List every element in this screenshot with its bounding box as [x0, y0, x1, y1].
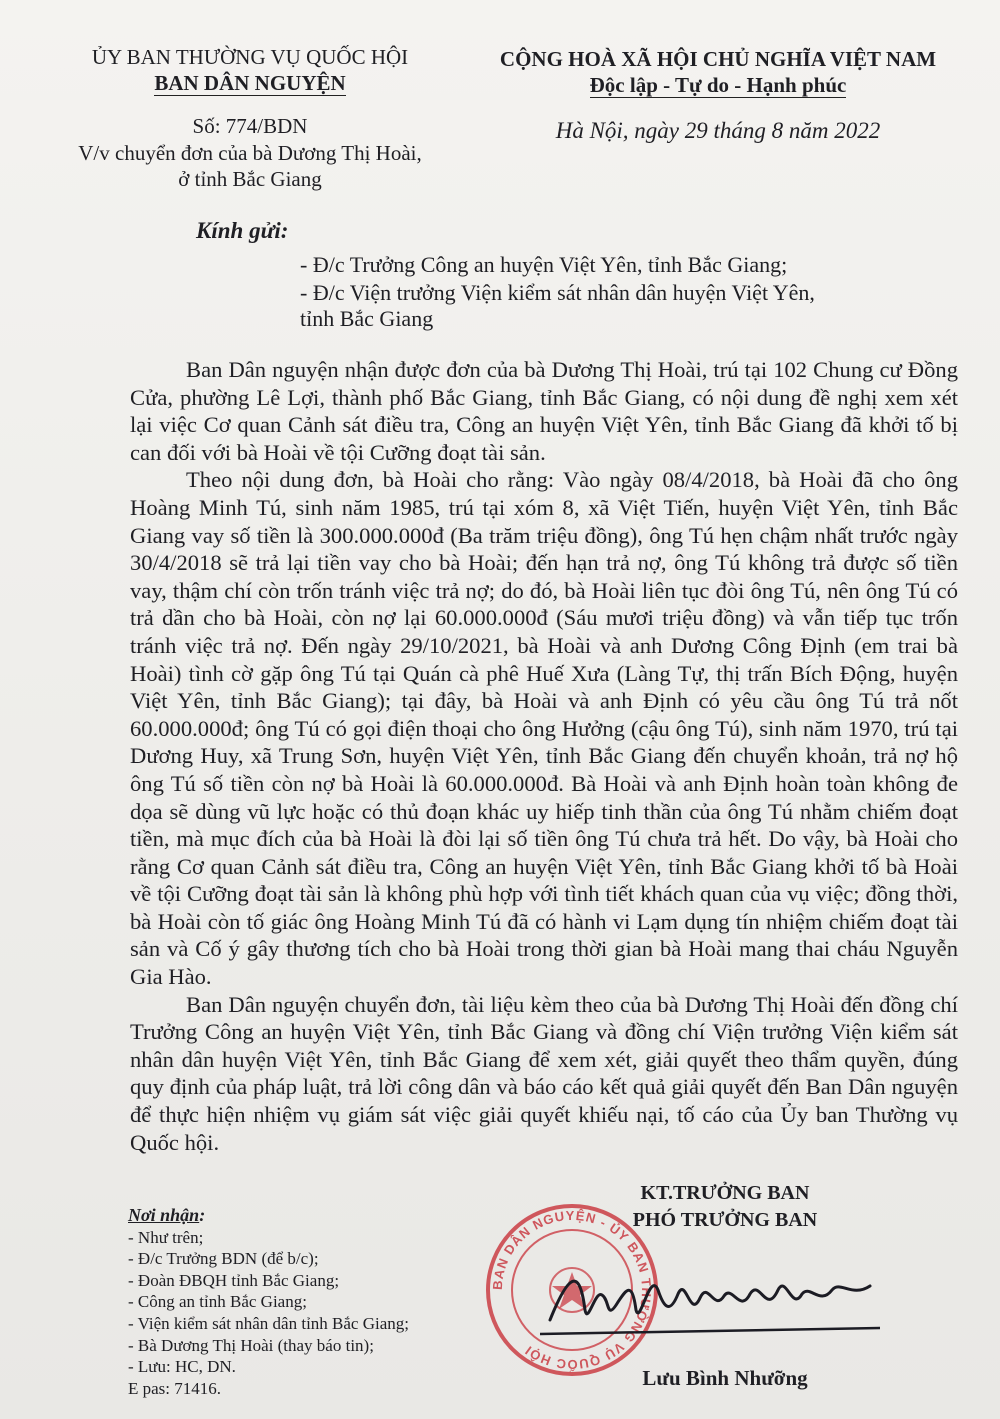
recipient-item: E pas: 71416.: [128, 1378, 222, 1398]
signer-name: Lưu Bình Nhưỡng: [642, 1366, 808, 1390]
agency-name: ỦY BAN THƯỜNG VỤ QUỐC HỘI: [91, 45, 409, 69]
recipients-colon: :: [199, 1205, 206, 1225]
subject-line-1: V/v chuyển đơn của bà Dương Thị Hoài,: [78, 141, 422, 165]
addressee-line-1: - Đ/c Trưởng Công an huyện Việt Yên, tỉnh Bắc Giang;: [300, 252, 788, 277]
subject-line-2: ở tỉnh Bắc Giang: [178, 167, 322, 191]
department-name: BAN DÂN NGUYỆN: [154, 71, 346, 95]
recipient-item: - Lưu: HC, DN.: [128, 1357, 236, 1377]
letter-body: [130, 356, 958, 1156]
recipient-item: - Đ/c Trưởng BDN (để b/c);: [128, 1249, 319, 1269]
document-date: Hà Nội, ngày 29 tháng 8 năm 2022: [555, 118, 881, 143]
recipient-item: - Đoàn ĐBQH tỉnh Bắc Giang;: [128, 1270, 340, 1290]
recipient-item: - Công an tỉnh Bắc Giang;: [128, 1292, 307, 1312]
country-name: CỘNG HOÀ XÃ HỘI CHỦ NGHĨA VIỆT NAM: [499, 47, 937, 71]
body-paragraph-2: Theo nội dung đơn, bà Hoài cho rằng: Vào ngày 08/4/2018, bà Hoài đã cho ông Hoàng Minh Tú, sinh năm 1985, trú tại xóm 8, xã Việt Tiến, huyện Việt Yên, tỉnh Bắc Giang vay số tiền là 300.000.000đ (Ba trăm triệu đồng), ông Tú hẹn chậm nhất trước ngày 30/4/2018 sẽ trả lại tiền vay cho bà Hoài; đến hạn trả nợ, ông Tú không trả được số tiền vay, thậm chí còn trốn tránh việc trả nợ; do đó, bà Hoài liên tục đòi ông Tú, nên ông Tú có trả dần cho bà Hoài, còn nợ lại 60.000.000đ (Sáu mươi triệu đồng) và vẫn tiếp tục trốn tránh việc trả nợ. Đến ngày 29/10/2021, bà Hoài và anh Dương Công Định (em trai bà Hoài) tình cờ gặp ông Tú tại Quán cà phê Huế Xưa (Làng Tự, thị trấn Bích Động, huyện Việt Yên, tỉnh Bắc Giang); tại đây, bà Hoài và anh Định có yêu cầu ông Tú trả nốt 60.000.000đ; ông Tú có gọi điện thoại cho ông Hưởng (cậu ông Tú), sinh năm 1970, trú tại Dương Huy, xã Trung Sơn, huyện Việt Yên, tỉnh Bắc Giang đến chuyển khoản, trả nợ hộ ông Tú số tiền còn nợ bà Hoài là 60.000.000đ. Bà Hoài và anh Định hoàn toàn không đe dọa sẽ dùng vũ lực hoặc có thủ đoạn khác uy hiếp tinh thần của ông Tú nhằm chiếm đoạt tiền, mà mục đích của bà Hoài là đòi lại số tiền ông Tú chưa trả hết. Do vậy, bà Hoài cho rằng Cơ quan Cảnh sát điều tra, Công an huyện Việt Yên, tỉnh Bắc Giang khởi tố bà Hoài về tội Cưỡng đoạt tài sản là không phù hợp với tình tiết khách quan của vụ việc; đồng thời, bà Hoài còn tố giác ông Hoàng Minh Tú đã có hành vi Lạm dụng tín nhiệm chiếm đoạt tài sản và Cố ý gây thương tích cho bà Hoài trong thời gian bà Hoài mang thai cháu Nguyễn Gia Hào.: [130, 467, 958, 990]
addressee-line-2: - Đ/c Viện trưởng Viện kiểm sát nhân dân huyện Việt Yên,: [300, 280, 815, 305]
addressee-line-3: tỉnh Bắc Giang: [300, 306, 434, 331]
recipient-item: - Bà Dương Thị Hoài (thay báo tin);: [128, 1335, 374, 1355]
national-header: [478, 46, 958, 98]
recipient-item: - Viện kiểm sát nhân dân tỉnh Bắc Giang;: [128, 1313, 409, 1333]
stamp-text: BAN DÂN NGUYỆN - ỦY BAN THƯỜNG VỤ QUỐC HỘI: [489, 1207, 655, 1373]
document-subject: [60, 140, 440, 192]
agency-header: [60, 44, 440, 96]
body-paragraph-1: Ban Dân nguyện nhận được đơn của bà Dương Thị Hoài, trú tại 102 Chung cư Đồng Cửa, phường Lê Lợi, thành phố Bắc Giang, tỉnh Bắc Giang, có nội dung đề nghị xem xét lại việc Cơ quan Cảnh sát điều tra, Công an huyện Việt Yên, tỉnh Bắc Giang đã khởi tố bị can đối với bà Hoài về tội Cưỡng đoạt tài sản.: [130, 357, 958, 465]
recipients-list: [128, 1205, 409, 1399]
signer-title-line-2: PHÓ TRƯỞNG BAN: [632, 1209, 818, 1231]
handwritten-signature: [540, 1250, 880, 1340]
recipients-title: Nơi nhận: [128, 1205, 200, 1225]
document-number: Số: 774/BDN: [192, 114, 308, 138]
addressee-label: Kính gửi:: [196, 218, 289, 243]
recipient-item: - Như trên;: [128, 1227, 204, 1247]
national-motto: Độc lập - Tự do - Hạnh phúc: [589, 73, 847, 97]
signer-title-line-1: KT.TRƯỞNG BAN: [640, 1182, 810, 1204]
body-paragraph-3: Ban Dân nguyện chuyển đơn, tài liệu kèm theo của bà Dương Thị Hoài đến đồng chí Trưởng Công an huyện Việt Yên, tỉnh Bắc Giang và đồng chí Viện trưởng Viện kiểm sát nhân dân huyện Việt Yên, tỉnh Bắc Giang để xem xét, giải quyết theo thẩm quyền, đúng quy định của pháp luật, trả lời công dân và báo cáo kết quả giải quyết đến Ban Dân nguyện để thực hiện nhiệm vụ giám sát việc giải quyết khiếu nại, tố cáo của Ủy ban Thường vụ Quốc hội.: [130, 991, 958, 1155]
